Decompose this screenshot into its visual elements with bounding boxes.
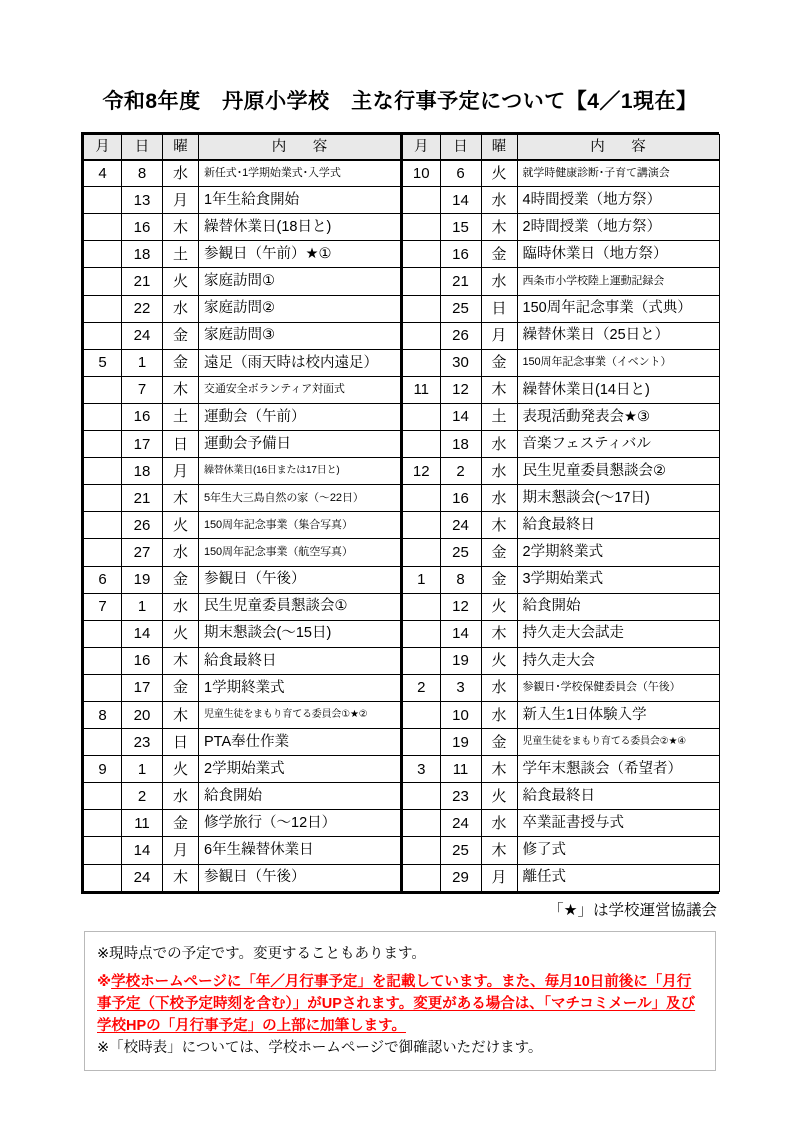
cell-month (402, 864, 440, 891)
cell-dow: 土 (481, 403, 517, 430)
cell-content: 臨時休業日（地方祭） (517, 241, 719, 268)
table-row (402, 810, 719, 837)
cell-day: 30 (440, 349, 481, 376)
cell-day: 10 (440, 701, 481, 728)
cell-day: 19 (440, 647, 481, 674)
table-row (84, 376, 401, 403)
cell-day: 8 (440, 566, 481, 593)
cell-month: 6 (84, 566, 122, 593)
table-row (84, 485, 401, 512)
cell-content: 2時間授業（地方祭） (517, 214, 719, 241)
cell-day: 11 (122, 810, 163, 837)
cell-content: 交通安全ボランティア対面式 (199, 376, 401, 403)
table-row (402, 593, 719, 620)
table-row (84, 783, 401, 810)
table-row (402, 783, 719, 810)
cell-content: 2学期終業式 (517, 539, 719, 566)
cell-day: 12 (440, 376, 481, 403)
cell-dow: 木 (163, 647, 199, 674)
table-row (84, 674, 401, 701)
cell-dow: 金 (481, 539, 517, 566)
cell-content: 民生児童委員懇談会① (199, 593, 401, 620)
table-row (402, 268, 719, 295)
cell-month (84, 729, 122, 756)
table-row (84, 539, 401, 566)
notes-box (84, 931, 716, 1071)
cell-month (402, 485, 440, 512)
cell-month (84, 539, 122, 566)
cell-day: 16 (122, 214, 163, 241)
cell-month (84, 241, 122, 268)
cell-dow: 金 (163, 674, 199, 701)
cell-month (402, 512, 440, 539)
cell-content: 繰替休業日(18日と) (199, 214, 401, 241)
table-row (402, 701, 719, 728)
cell-day: 8 (122, 160, 163, 187)
cell-dow: 金 (481, 566, 517, 593)
cell-day: 25 (440, 539, 481, 566)
table-row (84, 295, 401, 322)
table-row (402, 674, 719, 701)
cell-content: 給食開始 (517, 593, 719, 620)
cell-dow: 金 (163, 810, 199, 837)
table-row (84, 593, 401, 620)
cell-dow: 木 (163, 864, 199, 891)
cell-content: 新入生1日体験入学 (517, 701, 719, 728)
table-row (84, 810, 401, 837)
schedule-table-left (83, 134, 401, 892)
header-month: 月 (84, 135, 122, 160)
cell-day: 21 (122, 485, 163, 512)
cell-content: 就学時健康診断･子育て講演会 (517, 160, 719, 187)
cell-content: 150周年記念事業（式典） (517, 295, 719, 322)
cell-month (402, 403, 440, 430)
cell-month (84, 458, 122, 485)
cell-content: 学年末懇談会（希望者） (517, 756, 719, 783)
cell-dow: 水 (481, 187, 517, 214)
schedule-tables (81, 132, 719, 894)
table-row (402, 485, 719, 512)
table-row (402, 322, 719, 349)
header-row (402, 135, 719, 160)
cell-month (84, 403, 122, 430)
cell-month (402, 729, 440, 756)
cell-dow: 水 (481, 701, 517, 728)
cell-month (402, 349, 440, 376)
table-row (402, 647, 719, 674)
cell-dow: 水 (481, 810, 517, 837)
table-row (402, 349, 719, 376)
cell-content: 3学期始業式 (517, 566, 719, 593)
cell-month (402, 322, 440, 349)
cell-content: 音楽フェスティバル (517, 431, 719, 458)
cell-dow: 月 (163, 837, 199, 864)
cell-dow: 月 (163, 187, 199, 214)
cell-content: 給食最終日 (517, 512, 719, 539)
table-row (402, 241, 719, 268)
cell-dow: 木 (163, 701, 199, 728)
cell-month (84, 674, 122, 701)
cell-month: 2 (402, 674, 440, 701)
cell-dow: 水 (163, 783, 199, 810)
cell-month (84, 620, 122, 647)
cell-dow: 火 (481, 593, 517, 620)
page-title: 令和8年度 丹原小学校 主な行事予定について【4／1現在】 (102, 90, 698, 113)
table-body-left (84, 160, 401, 892)
cell-day: 17 (122, 431, 163, 458)
cell-dow: 木 (481, 376, 517, 403)
cell-day: 3 (440, 674, 481, 701)
cell-month (402, 539, 440, 566)
cell-content: 参観日（午後） (199, 566, 401, 593)
cell-content: 1年生給食開始 (199, 187, 401, 214)
table-row (84, 349, 401, 376)
header-dow: 曜 (163, 135, 199, 160)
table-row (84, 837, 401, 864)
cell-content: 150周年記念事業（集合写真） (199, 512, 401, 539)
cell-day: 27 (122, 539, 163, 566)
cell-month (84, 322, 122, 349)
cell-day: 1 (122, 593, 163, 620)
table-row (84, 322, 401, 349)
cell-dow: 水 (481, 485, 517, 512)
cell-dow: 木 (163, 376, 199, 403)
table-row (402, 458, 719, 485)
cell-dow: 金 (163, 349, 199, 376)
cell-month (84, 431, 122, 458)
cell-content: 運動会予備日 (199, 431, 401, 458)
table-header-left (84, 135, 401, 160)
cell-day: 26 (440, 322, 481, 349)
table-row (402, 160, 719, 187)
cell-month (84, 485, 122, 512)
cell-dow: 金 (481, 349, 517, 376)
table-row (402, 187, 719, 214)
cell-content: 繰替休業日(16日または17日と) (199, 458, 401, 485)
cell-dow: 水 (481, 268, 517, 295)
cell-day: 14 (440, 620, 481, 647)
cell-day: 26 (122, 512, 163, 539)
note-mark: ※ (97, 973, 112, 990)
cell-month (84, 187, 122, 214)
cell-month (84, 647, 122, 674)
header-content: 内 容 (517, 135, 719, 160)
cell-day: 25 (440, 295, 481, 322)
cell-dow: 水 (163, 160, 199, 187)
schedule-table-right (401, 134, 720, 892)
cell-month (84, 512, 122, 539)
cell-day: 14 (122, 620, 163, 647)
cell-day: 16 (122, 647, 163, 674)
cell-dow: 水 (163, 295, 199, 322)
cell-month (84, 837, 122, 864)
table-row (402, 431, 719, 458)
table-row (84, 729, 401, 756)
cell-content: 給食最終日 (517, 783, 719, 810)
table-row (402, 295, 719, 322)
table-row (84, 864, 401, 891)
cell-content: 運動会（午前） (199, 403, 401, 430)
cell-month: 4 (84, 160, 122, 187)
cell-dow: 火 (163, 756, 199, 783)
cell-month (84, 268, 122, 295)
cell-month (402, 187, 440, 214)
cell-dow: 木 (481, 620, 517, 647)
cell-month (402, 837, 440, 864)
cell-dow: 水 (481, 458, 517, 485)
cell-content: 修学旅行（～12日） (199, 810, 401, 837)
note-line-2-text: 学校ホームページに「年／月行事予定」を記載しています。また、毎月10日前後に「月行事予定（下校予定時刻を含む）」がUPされます。変更がある場合は、「マチコミメール」及び学校HPの「月行事予定」の上部に加筆します。 (97, 973, 696, 1034)
cell-content: 期末懇談会(～17日) (517, 485, 719, 512)
table-row (402, 756, 719, 783)
table-row (84, 431, 401, 458)
cell-content: 1学期終業式 (199, 674, 401, 701)
cell-day: 18 (122, 241, 163, 268)
cell-day: 19 (122, 566, 163, 593)
header-day: 日 (122, 135, 163, 160)
cell-month: 10 (402, 160, 440, 187)
cell-day: 24 (122, 864, 163, 891)
cell-month (84, 783, 122, 810)
table-row (402, 403, 719, 430)
cell-dow: 日 (163, 729, 199, 756)
cell-dow: 日 (481, 295, 517, 322)
header-month: 月 (402, 135, 440, 160)
star-legend: 「★」は学校運営協議会 (548, 901, 717, 919)
cell-content: 期末懇談会(～15日) (199, 620, 401, 647)
table-row (84, 458, 401, 485)
cell-month (402, 647, 440, 674)
note-line-3: ※「校時表」については、学校ホームページで御確認いただけます。 (97, 1039, 543, 1056)
cell-day: 14 (122, 837, 163, 864)
cell-content: 児童生徒をまもり育てる委員会②★④ (517, 729, 719, 756)
cell-day: 13 (122, 187, 163, 214)
table-row (402, 620, 719, 647)
cell-content: 2学期始業式 (199, 756, 401, 783)
cell-content: 卒業証書授与式 (517, 810, 719, 837)
table-row (402, 512, 719, 539)
cell-month: 11 (402, 376, 440, 403)
cell-day: 18 (122, 458, 163, 485)
header-dow: 曜 (481, 135, 517, 160)
cell-content: 参観日（午後） (199, 864, 401, 891)
cell-dow: 土 (163, 403, 199, 430)
cell-dow: 水 (163, 593, 199, 620)
cell-content: 参観日･学校保健委員会（午後） (517, 674, 719, 701)
cell-day: 18 (440, 431, 481, 458)
cell-dow: 木 (481, 756, 517, 783)
cell-month (402, 241, 440, 268)
table-row (402, 729, 719, 756)
cell-day: 25 (440, 837, 481, 864)
cell-content: 持久走大会試走 (517, 620, 719, 647)
cell-month (402, 431, 440, 458)
cell-month (84, 864, 122, 891)
cell-day: 23 (440, 783, 481, 810)
cell-content: 4時間授業（地方祭） (517, 187, 719, 214)
table-row (84, 241, 401, 268)
cell-month (402, 593, 440, 620)
table-row (84, 701, 401, 728)
cell-dow: 火 (481, 783, 517, 810)
table-row (402, 214, 719, 241)
table-row (84, 268, 401, 295)
cell-day: 1 (122, 756, 163, 783)
cell-day: 1 (122, 349, 163, 376)
cell-dow: 木 (481, 837, 517, 864)
table-row (84, 647, 401, 674)
cell-day: 24 (440, 810, 481, 837)
table-body-right (402, 160, 719, 892)
cell-content: 繰替休業日（25日と） (517, 322, 719, 349)
cell-month (84, 295, 122, 322)
cell-day: 24 (440, 512, 481, 539)
cell-month (402, 783, 440, 810)
cell-content: 西条市小学校陸上運動記録会 (517, 268, 719, 295)
cell-month: 5 (84, 349, 122, 376)
cell-content: 6年生繰替休業日 (199, 837, 401, 864)
table-row (84, 160, 401, 187)
cell-dow: 火 (481, 160, 517, 187)
cell-day: 16 (122, 403, 163, 430)
table-row (84, 403, 401, 430)
cell-day: 6 (440, 160, 481, 187)
cell-content: 家庭訪問② (199, 295, 401, 322)
cell-month (402, 295, 440, 322)
cell-content: 児童生徒をまもり育てる委員会①★② (199, 701, 401, 728)
header-row (84, 135, 401, 160)
cell-day: 21 (122, 268, 163, 295)
table-header-right (402, 135, 719, 160)
cell-day: 23 (122, 729, 163, 756)
cell-content: 150周年記念事業（イベント） (517, 349, 719, 376)
table-row (84, 566, 401, 593)
cell-dow: 金 (163, 566, 199, 593)
cell-dow: 月 (163, 458, 199, 485)
cell-day: 7 (122, 376, 163, 403)
cell-dow: 土 (163, 241, 199, 268)
cell-day: 19 (440, 729, 481, 756)
cell-dow: 火 (481, 647, 517, 674)
cell-content: 遠足（雨天時は校内遠足） (199, 349, 401, 376)
table-row (84, 214, 401, 241)
cell-day: 11 (440, 756, 481, 783)
cell-content: 給食最終日 (199, 647, 401, 674)
cell-content: 繰替休業日(14日と) (517, 376, 719, 403)
cell-dow: 水 (163, 539, 199, 566)
cell-content: 新任式･1学期始業式･入学式 (199, 160, 401, 187)
cell-content: 修了式 (517, 837, 719, 864)
cell-dow: 木 (163, 214, 199, 241)
table-row (402, 837, 719, 864)
cell-day: 17 (122, 674, 163, 701)
cell-content: 民生児童委員懇談会② (517, 458, 719, 485)
cell-month (402, 268, 440, 295)
cell-content: 表現活動発表会★③ (517, 403, 719, 430)
cell-month: 12 (402, 458, 440, 485)
cell-content: 参観日（午前）★① (199, 241, 401, 268)
cell-dow: 水 (481, 431, 517, 458)
table-row (84, 512, 401, 539)
table-row (402, 864, 719, 891)
cell-content: 150周年記念事業（航空写真） (199, 539, 401, 566)
cell-day: 14 (440, 187, 481, 214)
table-row (402, 566, 719, 593)
cell-dow: 金 (163, 322, 199, 349)
cell-dow: 木 (481, 214, 517, 241)
cell-month: 1 (402, 566, 440, 593)
table-row (402, 539, 719, 566)
cell-day: 2 (440, 458, 481, 485)
cell-dow: 火 (163, 268, 199, 295)
header-content: 内 容 (199, 135, 401, 160)
header-day: 日 (440, 135, 481, 160)
cell-month (402, 620, 440, 647)
cell-dow: 火 (163, 620, 199, 647)
note-line-1: ※現時点での予定です。変更することもあります。 (97, 945, 426, 962)
cell-month (402, 701, 440, 728)
cell-dow: 木 (163, 485, 199, 512)
cell-day: 22 (122, 295, 163, 322)
cell-day: 16 (440, 485, 481, 512)
cell-month: 9 (84, 756, 122, 783)
cell-content: 家庭訪問① (199, 268, 401, 295)
cell-month (84, 214, 122, 241)
cell-month (84, 376, 122, 403)
cell-content: 5年生大三島自然の家（～22日） (199, 485, 401, 512)
note-line-2 (97, 971, 703, 1037)
cell-day: 24 (122, 322, 163, 349)
cell-day: 20 (122, 701, 163, 728)
cell-dow: 火 (163, 512, 199, 539)
cell-dow: 日 (163, 431, 199, 458)
cell-month (402, 214, 440, 241)
cell-dow: 金 (481, 729, 517, 756)
cell-dow: 月 (481, 322, 517, 349)
cell-day: 14 (440, 403, 481, 430)
cell-content: 持久走大会 (517, 647, 719, 674)
table-row (84, 756, 401, 783)
table-row (84, 620, 401, 647)
cell-month: 8 (84, 701, 122, 728)
cell-dow: 月 (481, 864, 517, 891)
cell-content: 家庭訪問③ (199, 322, 401, 349)
cell-day: 2 (122, 783, 163, 810)
cell-month: 3 (402, 756, 440, 783)
table-row (402, 376, 719, 403)
cell-day: 29 (440, 864, 481, 891)
cell-day: 21 (440, 268, 481, 295)
cell-content: PTA奉仕作業 (199, 729, 401, 756)
table-row (84, 187, 401, 214)
cell-month (84, 810, 122, 837)
cell-dow: 金 (481, 241, 517, 268)
cell-day: 12 (440, 593, 481, 620)
cell-content: 離任式 (517, 864, 719, 891)
cell-month (402, 810, 440, 837)
cell-day: 16 (440, 241, 481, 268)
cell-dow: 水 (481, 674, 517, 701)
cell-content: 給食開始 (199, 783, 401, 810)
cell-dow: 木 (481, 512, 517, 539)
cell-month: 7 (84, 593, 122, 620)
cell-day: 15 (440, 214, 481, 241)
